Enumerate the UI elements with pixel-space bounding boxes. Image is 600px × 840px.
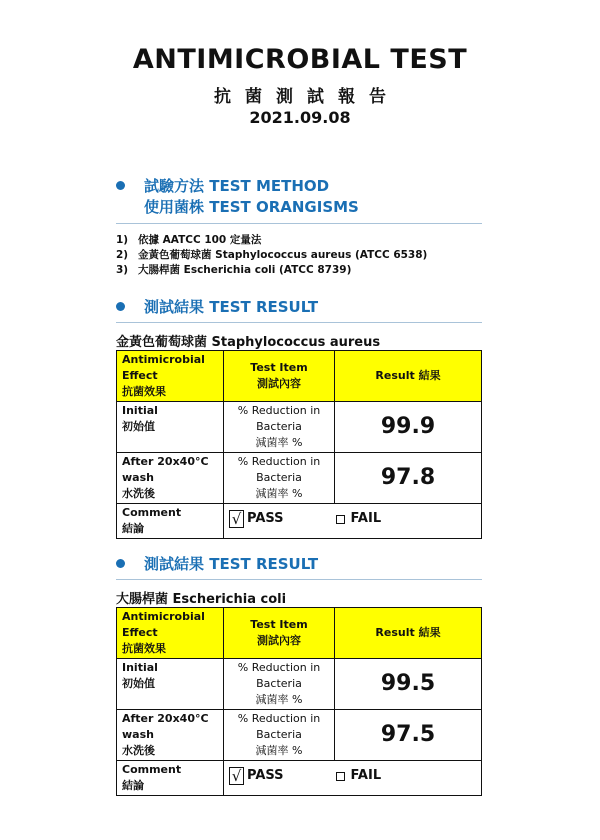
row-test-item: % Reduction in Bacteria 減菌率 % [224,402,335,453]
header-test-item: Test Item 測試內容 [224,608,335,659]
list-text: 金黃色葡萄球菌 Staphylococcus aureus (ATCC 6538) [138,249,428,261]
table-header-row [117,351,482,402]
organisms-title: 使用菌株 TEST ORANGISMS [144,198,359,216]
comment-label: Comment 結論 [117,761,224,796]
header-effect: Antimicrobial Effect 抗菌效果 [117,351,224,402]
row-test-item: % Reduction in Bacteria 減菌率 % [224,659,335,710]
organism-name: 大腸桿菌 Escherichia coli [116,592,287,607]
table-header-row [117,608,482,659]
result-title: 測試結果 TEST RESULT [144,298,319,316]
bullet-icon [116,302,125,311]
fail-label: FAIL [350,768,382,783]
table-row [117,710,482,761]
row-result-value: 97.5 [335,710,482,761]
row-result-value: 99.9 [335,402,482,453]
result-section-header [116,554,482,580]
table-row [117,453,482,504]
bullet-icon [116,559,125,568]
table-row [117,659,482,710]
method-list [116,233,486,278]
comment-row [117,504,482,539]
pass-checkbox: √ [229,767,244,785]
list-text: 大腸桿菌 Escherichia coli (ATCC 8739) [138,264,352,276]
header-result: Result 結果 [335,351,482,402]
header-effect: Antimicrobial Effect 抗菌效果 [117,608,224,659]
report-subtitle: 抗菌測試報告 [214,87,400,107]
table-row [117,402,482,453]
comment-options [224,504,482,539]
method-section-header [116,176,482,224]
header-test-item: Test Item 測試內容 [224,351,335,402]
list-text: 依據 AATCC 100 定量法 [138,234,262,246]
list-item [116,263,486,278]
header-result: Result 結果 [335,608,482,659]
row-test-item: % Reduction in Bacteria 減菌率 % [224,453,335,504]
row-result-value: 97.8 [335,453,482,504]
fail-checkbox [336,515,345,524]
fail-label: FAIL [350,511,382,526]
row-label: Initial 初始值 [117,402,224,453]
report-date: 2021.09.08 [249,108,351,127]
result-section-header [116,297,482,323]
list-number: 2) [116,249,129,261]
list-item [116,248,486,263]
list-item [116,233,486,248]
row-result-value: 99.5 [335,659,482,710]
fail-checkbox [336,772,345,781]
pass-label: PASS [247,511,284,526]
row-label: After 20x40°C wash 水洗後 [117,453,224,504]
pass-label: PASS [247,768,284,783]
report-title: ANTIMICROBIAL TEST [132,44,468,75]
list-number: 3) [116,264,129,276]
list-number: 1) [116,234,129,246]
method-title: 試驗方法 TEST METHOD [144,177,330,195]
row-label: Initial 初始值 [117,659,224,710]
result-title: 測試結果 TEST RESULT [144,555,319,573]
pass-checkbox: √ [229,510,244,528]
row-test-item: % Reduction in Bacteria 減菌率 % [224,710,335,761]
result-table [116,607,482,796]
organism-name: 金黃色葡萄球菌 Staphylococcus aureus [116,335,381,350]
bullet-icon [116,181,125,190]
comment-row [117,761,482,796]
comment-options [224,761,482,796]
comment-label: Comment 結論 [117,504,224,539]
result-table [116,350,482,539]
row-label: After 20x40°C wash 水洗後 [117,710,224,761]
